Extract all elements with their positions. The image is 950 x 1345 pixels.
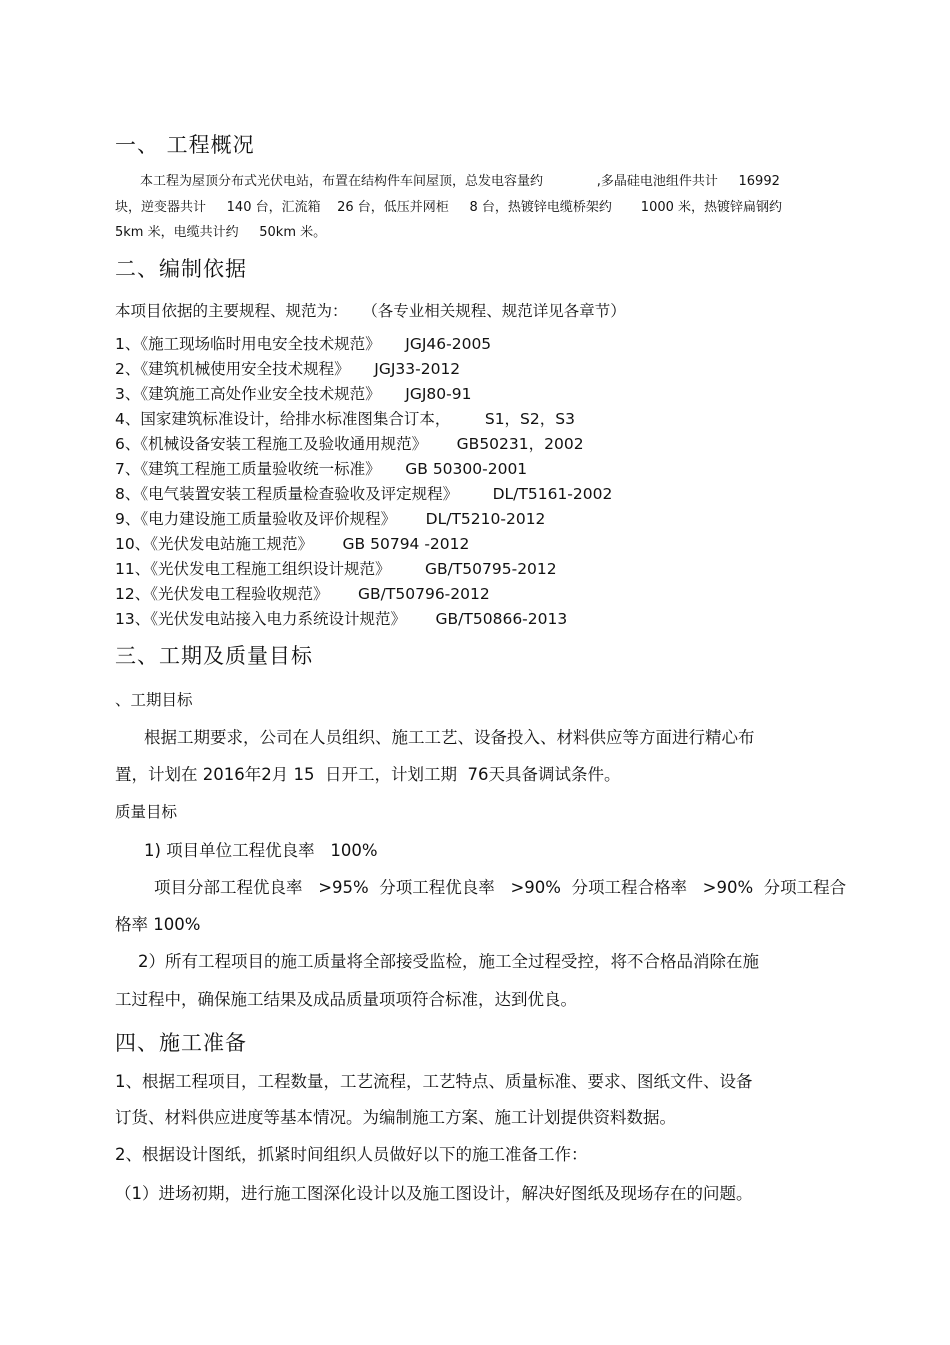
basis-list-item: 4、国家建筑标准设计，给排水标准图集合订本， S1，S2，S3	[115, 410, 575, 428]
basis-list-item: 12、《光伏发电工程验收规范》 GB/T50796-2012	[115, 585, 490, 603]
basis-list-item: 10、《光伏发电站施工规范》 GB 50794 -2012	[115, 535, 470, 553]
overview-paragraph-line-2: 块，逆变器共计 140 台，汇流箱 26 台，低压并网柜 8 台，热镀锌电缆桥架约 1000 米，热镀锌扁钢约	[115, 200, 783, 215]
section-heading-basis: 二、编制依据	[115, 257, 247, 281]
schedule-goal-line-2: 置，计划在 2016年2月 15 日开工，计划工期 76天具备调试条件。	[115, 765, 621, 784]
quality-goal-label: 质量目标	[115, 803, 178, 821]
overview-paragraph-line-1: 本工程为屋顶分布式光伏电站，布置在结构件车间屋顶，总发电容量约 ,多晶硅电池组件共计 16992	[140, 174, 780, 189]
preparation-item-3: （1）进场初期，进行施工图深化设计以及施工图设计，解决好图纸及现场存在的问题。	[115, 1184, 753, 1203]
quality-goal-detail-line-2: 格率 100%	[115, 915, 201, 934]
basis-list-item: 8、《电气装置安装工程质量检查验收及评定规程》 DL/T5161-2002	[115, 485, 613, 503]
preparation-item-2: 2、根据设计图纸，抓紧时间组织人员做好以下的施工准备工作：	[115, 1145, 588, 1164]
basis-list-item: 2、《建筑机械使用安全技术规程》 JGJ33-2012	[115, 360, 461, 378]
section-heading-overview: 一、 工程概况	[115, 133, 255, 157]
quality-goal-detail-line-1: 项目分部工程优良率 >95% 分项工程优良率 >90% 分项工程合格率 >90% 分项工程合	[154, 878, 847, 897]
basis-list-item: 3、《建筑施工高处作业安全技术规范》 JGJ80-91	[115, 385, 472, 403]
schedule-goal-line-1: 根据工期要求，公司在人员组织、施工工艺、设备投入、材料供应等方面进行精心布	[144, 728, 755, 747]
quality-goal-item-2-line-2: 工过程中，确保施工结果及成品质量项项符合标准，达到优良。	[115, 990, 577, 1009]
basis-list-item: 11、《光伏发电工程施工组织设计规范》 GB/T50795-2012	[115, 560, 557, 578]
preparation-item-1-line-2: 订货、材料供应进度等基本情况。为编制施工方案、施工计划提供资料数据。	[115, 1108, 676, 1127]
quality-goal-item-2-line-1: 2）所有工程项目的施工质量将全部接受监检，施工全过程受控，将不合格品消除在施	[138, 952, 759, 971]
overview-paragraph-line-3: 5km 米，电缆共计约 50km 米。	[115, 225, 327, 240]
schedule-goal-label: 、工期目标	[115, 691, 193, 709]
section-heading-preparation: 四、施工准备	[115, 1031, 247, 1055]
basis-list-item: 9、《电力建设施工质量验收及评价规程》 DL/T5210-2012	[115, 510, 546, 528]
basis-list-item: 6、《机械设备安装工程施工及验收通用规范》 GB50231，2002	[115, 435, 584, 453]
basis-intro: 本项目依据的主要规程、规范为： （各专业相关规程、规范详见各章节）	[115, 302, 626, 320]
section-heading-goals: 三、工期及质量目标	[115, 644, 313, 668]
preparation-item-1-line-1: 1、根据工程项目，工程数量，工艺流程，工艺特点、质量标准、要求、图纸文件、设备	[115, 1072, 753, 1091]
basis-list-item: 1、《施工现场临时用电安全技术规范》 JGJ46-2005	[115, 335, 492, 353]
basis-list-item: 13、《光伏发电站接入电力系统设计规范》 GB/T50866-2013	[115, 610, 568, 628]
basis-list-item: 7、《建筑工程施工质量验收统一标准》 GB 50300-2001	[115, 460, 528, 478]
quality-goal-item-1: 1) 项目单位工程优良率 100%	[144, 841, 378, 860]
